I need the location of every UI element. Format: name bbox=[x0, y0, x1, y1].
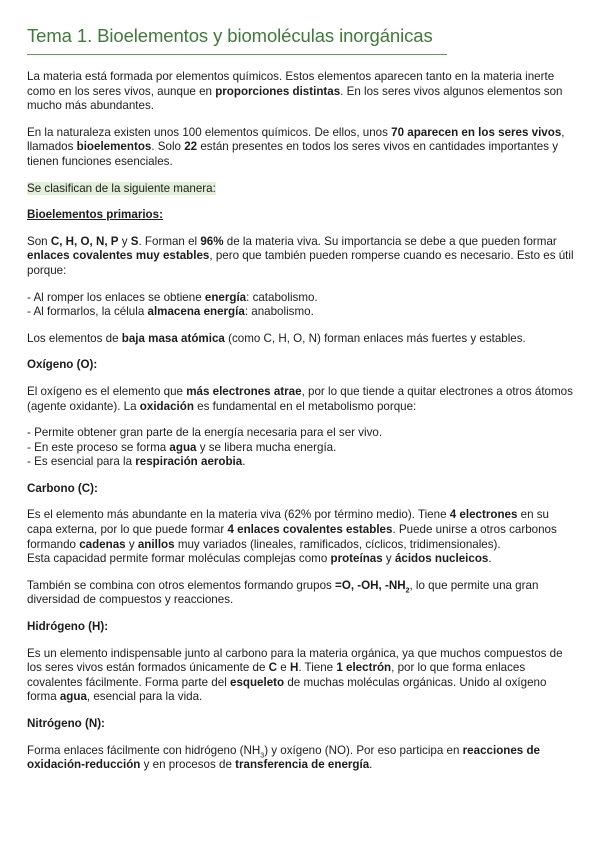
oxigeno-bullet-2: - En este proceso se forma agua y se libera mucha energía. bbox=[27, 440, 337, 454]
primarios-paragraph-2: Los elementos de baja masa atómica (como C, H, O, N) forman enlaces más fuertes y estables. bbox=[27, 331, 526, 345]
nitrogeno-paragraph-1: Forma enlaces fácilmente con hidrógeno $(NH_3)$ y oxígeno (NO). Por eso participa en reacciones de oxidación-reducción y en procesos de transferencia de energía. bbox=[27, 743, 541, 772]
oxigeno-paragraph-1: El oxígeno es el elemento que más electrones atrae, por lo que tiende a quitar electrones a otros átomos (agente oxidante). La oxidación es fundamental en el metabolismo porque: bbox=[27, 384, 573, 413]
intro-paragraph-2: En la naturaleza existen unos 100 elementos químicos. De ellos, unos 70 aparecen en los seres vivos, llamados bioelementos. Solo 22 están presentes en todos los seres vivos en cantidades importantes y tienen funciones esenciales. bbox=[27, 125, 565, 168]
section-heading-hidrogeno: Hidrógeno (H): bbox=[27, 620, 109, 634]
section-heading-oxigeno: Oxígeno (O): bbox=[27, 358, 98, 372]
oxigeno-bullet-3: - Es esencial para la respiración aerobia. bbox=[27, 455, 246, 469]
section-heading-carbono: Carbono (C): bbox=[27, 481, 98, 495]
intro-paragraph-1: La materia está formada por elementos químicos. Estos elementos aparecen tanto en la materia inerte como en los seres vivos, aunque en proporciones distintas. En los seres vivos algunos elementos son mucho más abundantes. bbox=[27, 70, 563, 113]
document-page bbox=[27, 24, 574, 773]
hidrogeno-paragraph-1: Es un elemento indispensable junto al carbono para la materia orgánica, ya que muchos compuestos de los seres vivos están formados únicamente de C e H. Tiene 1 electrón, por lo que forma enlaces covalentes fácilmente. Forma parte del esqueleto de muchas moléculas orgánicas. Unido al oxígeno forma agua, esencial para la vida. bbox=[27, 646, 563, 704]
section-heading-primarios: Bioelementos primarios: bbox=[27, 208, 163, 222]
carbono-paragraph-3: También se combina con otros elementos formando grupos =O, -OH, $-NH_2$, lo que permite una gran diversidad de compuestos y reacciones. bbox=[27, 578, 539, 607]
primarios-bullet-2: - Al formarlos, la célula almacena energía: anabolismo. bbox=[27, 305, 314, 319]
primarios-paragraph-1: Son C, H, O, N, P y S. Forman el 96% de la materia viva. Su importancia se debe a que pueden formar enlaces covalentes muy estables, pero que también pueden romperse cuando es necesario. Esto es útil porque: bbox=[27, 234, 574, 277]
title-underline bbox=[27, 54, 447, 55]
carbono-paragraph-1: Es el elemento más abundante en la materia viva (62% por término medio). Tiene 4 electrones en su capa externa, por lo que puede formar 4 enlaces covalentes estables. Puede unirse a otros carbonos formando cadenas y anillos muy variados (lineales, ramificados, cíclicos, tridimensionales). bbox=[27, 508, 557, 551]
section-heading-nitrogeno: Nitrógeno (N): bbox=[27, 717, 105, 730]
classification-intro: Se clasifican de la siguiente manera: bbox=[27, 181, 216, 195]
primarios-bullet-1: - Al romper los enlaces se obtiene energía: catabolismo. bbox=[27, 290, 318, 304]
page-title: Tema 1. Bioelementos y biomoléculas inorgánicas bbox=[27, 25, 433, 46]
carbono-paragraph-2: Esta capacidad permite formar moléculas complejas como proteínas y ácidos nucleicos. bbox=[27, 552, 492, 566]
oxigeno-bullet-1: - Permite obtener gran parte de la energía necesaria para el ser vivo. bbox=[27, 426, 383, 440]
